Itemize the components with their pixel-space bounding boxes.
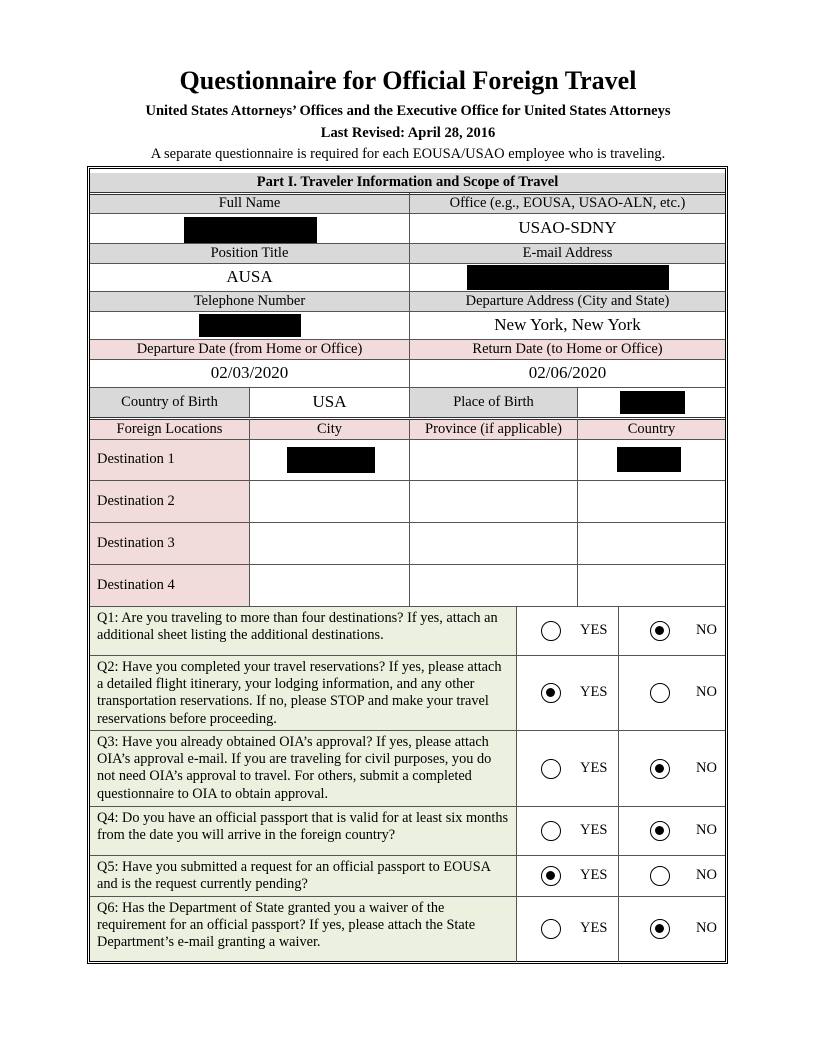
q2-yes-label: YES — [580, 684, 608, 700]
country-of-birth-field[interactable]: USA — [312, 392, 347, 412]
country-of-birth-label: Country of Birth — [90, 388, 249, 417]
q3-no-radio[interactable] — [650, 759, 670, 779]
place-of-birth-field[interactable] — [578, 388, 725, 417]
q3-yes-radio[interactable] — [541, 759, 561, 779]
return-date-field[interactable]: 02/06/2020 — [528, 363, 607, 383]
redaction-block — [287, 447, 375, 473]
departure-address-label: Departure Address (City and State) — [410, 292, 725, 311]
destination-3-city[interactable] — [250, 523, 409, 564]
q6-no-label: NO — [696, 920, 717, 936]
locations-header-city: City — [250, 420, 409, 439]
part1-heading: Part I. Traveler Information and Scope of Travel — [90, 173, 725, 192]
q5-yes-label: YES — [580, 867, 608, 883]
revision-date: Last Revised: April 28, 2016 — [320, 125, 496, 141]
phone-field[interactable] — [90, 312, 409, 339]
locations-header-foreign: Foreign Locations — [90, 420, 249, 439]
q6-yes-radio[interactable] — [541, 919, 561, 939]
destination-2-province[interactable] — [410, 481, 577, 522]
destination-3-label: Destination 3 — [90, 523, 249, 564]
q1-no-label: NO — [696, 622, 717, 638]
destination-3-country[interactable] — [578, 523, 725, 564]
destination-4-province[interactable] — [410, 565, 577, 606]
position-field[interactable]: AUSA — [226, 267, 273, 287]
question-1: Q1: Are you traveling to more than four destinations? If yes, attach an additional sheet listing the additional destinations. — [90, 607, 516, 655]
destination-4-country[interactable] — [578, 565, 725, 606]
departure-date-field[interactable]: 02/03/2020 — [210, 363, 289, 383]
destination-4-label: Destination 4 — [90, 565, 249, 606]
redaction-block — [199, 314, 301, 337]
return-date-label: Return Date (to Home or Office) — [410, 340, 725, 359]
q3-no-label: NO — [696, 759, 717, 776]
email-label: E-mail Address — [410, 244, 725, 263]
q2-no-label: NO — [696, 684, 717, 700]
destination-4-city[interactable] — [250, 565, 409, 606]
destination-2-country[interactable] — [578, 481, 725, 522]
place-of-birth-label: Place of Birth — [410, 388, 577, 417]
office-field[interactable]: USAO-SDNY — [518, 218, 617, 238]
page-subtitle: United States Attorneys’ Offices and the Executive Office for United States Attorneys — [145, 103, 671, 119]
destination-2-city[interactable] — [250, 481, 409, 522]
question-5: Q5: Have you submitted a request for an official passport to EOUSA and is the request currently pending? — [90, 856, 516, 896]
q5-no-label: NO — [696, 867, 717, 883]
destination-3-province[interactable] — [410, 523, 577, 564]
page-title: Questionnaire for Official Foreign Travel — [179, 66, 637, 95]
q4-no-radio[interactable] — [650, 821, 670, 841]
question-2: Q2: Have you completed your travel reservations? If yes, please attach a detailed flight itinerary, your lodging information, and any other transportation reservations. If no, please STOP and make your travel reservations before proceeding. — [90, 656, 516, 730]
departure-date-label: Departure Date (from Home or Office) — [90, 340, 409, 359]
destination-1-province[interactable] — [410, 440, 577, 480]
question-3: Q3: Have you already obtained OIA’s approval? If yes, please attach OIA’s approval e-mail. If you are traveling for civil purposes, you do not need OIA’s approval to travel. For others, submit a completed questionnaire to OIA to obtain approval. — [90, 731, 516, 806]
destination-1-city[interactable] — [250, 440, 409, 480]
redaction-block — [184, 217, 317, 244]
departure-address-field[interactable]: New York, New York — [494, 315, 641, 335]
questionnaire-form — [87, 166, 728, 964]
q4-no-label: NO — [696, 822, 717, 838]
q1-no-radio[interactable] — [650, 621, 670, 641]
q6-yes-label: YES — [580, 920, 608, 936]
redaction-block — [467, 265, 669, 290]
q2-no-radio[interactable] — [650, 683, 670, 703]
q6-no-radio[interactable] — [650, 919, 670, 939]
locations-header-country: Country — [578, 420, 725, 439]
destination-1-label: Destination 1 — [90, 440, 249, 480]
email-field[interactable] — [410, 264, 725, 291]
position-label: Position Title — [90, 244, 409, 263]
destination-1-country[interactable] — [578, 440, 725, 480]
question-6: Q6: Has the Department of State granted you a waiver of the requirement for an official passport? If yes, please attach the State Department’s e-mail granting a waiver. — [90, 897, 516, 961]
q5-yes-radio[interactable] — [541, 866, 561, 886]
instruction-note: A separate questionnaire is required for each EOUSA/USAO employee who is traveling. — [150, 146, 666, 162]
phone-label: Telephone Number — [90, 292, 409, 311]
q5-no-radio[interactable] — [650, 866, 670, 886]
full-name-label: Full Name — [90, 194, 409, 213]
question-4: Q4: Do you have an official passport that is valid for at least six months from the date you will arrive in the foreign country? — [90, 807, 516, 855]
redaction-block — [620, 391, 685, 414]
q1-yes-radio[interactable] — [541, 621, 561, 641]
q1-yes-label: YES — [580, 622, 608, 638]
redaction-block — [617, 447, 681, 472]
q4-yes-radio[interactable] — [541, 821, 561, 841]
q4-yes-label: YES — [580, 822, 608, 838]
locations-header-province: Province (if applicable) — [410, 420, 577, 439]
q2-yes-radio[interactable] — [541, 683, 561, 703]
destination-2-label: Destination 2 — [90, 481, 249, 522]
full-name-field[interactable] — [90, 214, 409, 243]
q3-yes-label: YES — [580, 759, 608, 776]
office-label: Office (e.g., EOUSA, USAO-ALN, etc.) — [410, 194, 725, 213]
